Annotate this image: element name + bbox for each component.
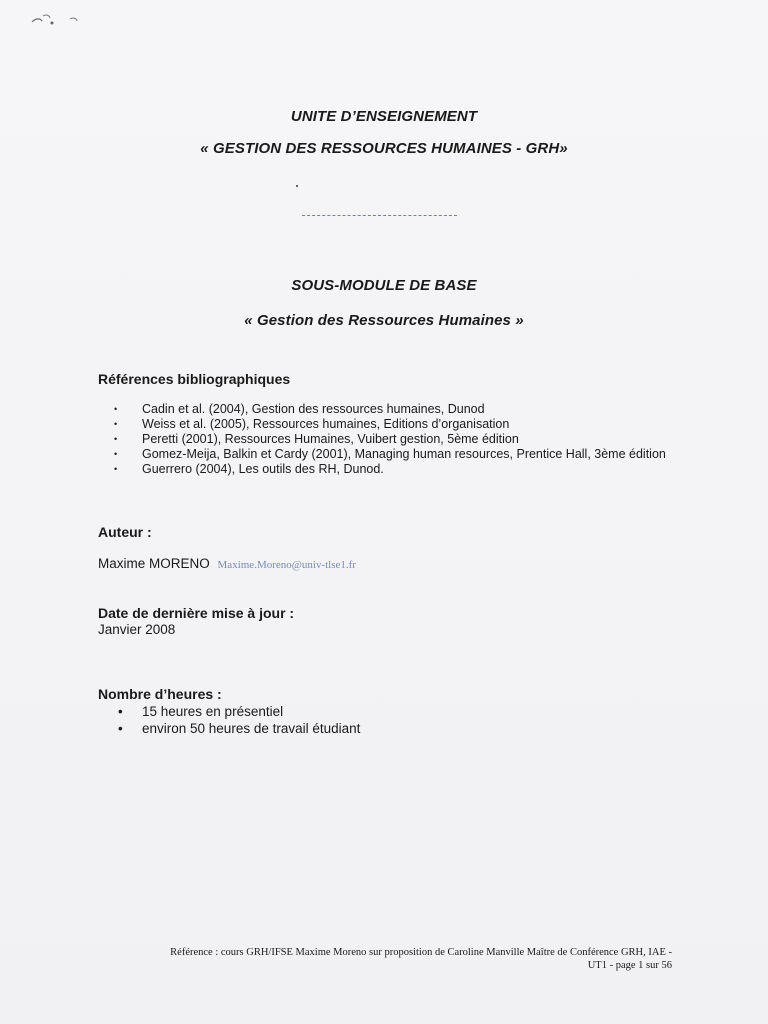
references-list <box>114 402 674 477</box>
unit-label: UNITE D’ENSEIGNEMENT <box>290 108 478 125</box>
submodule-name: « Gestion des Ressources Humaines » <box>244 312 524 329</box>
hours-item: • environ 50 heures de travail étudiant <box>118 720 360 737</box>
small-dot <box>296 185 298 187</box>
last-update-value: Janvier 2008 <box>98 622 176 637</box>
hours-heading: Nombre d’heures : <box>98 686 222 702</box>
reference-item: • Gomez-Meija, Balkin et Cardy (2001), Managing human resources, Prentice Hall, 3ème édition <box>114 447 674 462</box>
references-heading: Références bibliographiques <box>98 371 291 387</box>
submodule-label: SOUS-MODULE DE BASE <box>291 277 477 294</box>
footer-line-1: Référence : cours GRH/IFSE Maxime Moreno sur proposition de Caroline Manville Maître de Conférence GRH, IAE - <box>170 947 672 958</box>
reference-item: • Peretti (2001), Ressources Humaines, Vuibert gestion, 5ème édition <box>114 432 674 447</box>
dashed-separator <box>302 215 457 216</box>
author-line <box>98 556 356 571</box>
footer-line-2: UT1 - page 1 sur 56 <box>587 960 672 971</box>
unit-name: « GESTION DES RESSOURCES HUMAINES - GRH» <box>200 140 568 157</box>
author-heading: Auteur : <box>98 524 152 540</box>
hours-list <box>118 703 360 737</box>
hours-item: • 15 heures en présentiel <box>118 703 360 720</box>
last-update-heading: Date de dernière mise à jour : <box>98 605 295 621</box>
reference-item: • Weiss et al. (2005), Ressources humaines, Editions d’organisation <box>114 417 674 432</box>
reference-item: • Guerrero (2004), Les outils des RH, Dunod. <box>114 462 674 477</box>
scan-artifact-mark <box>28 8 88 30</box>
author-email-link[interactable]: Maxime.Moreno@univ-tlse1.fr <box>217 559 356 571</box>
reference-item: • Cadin et al. (2004), Gestion des ressources humaines, Dunod <box>114 402 674 417</box>
page-footer <box>90 946 672 972</box>
author-name: Maxime MORENO <box>98 556 210 571</box>
